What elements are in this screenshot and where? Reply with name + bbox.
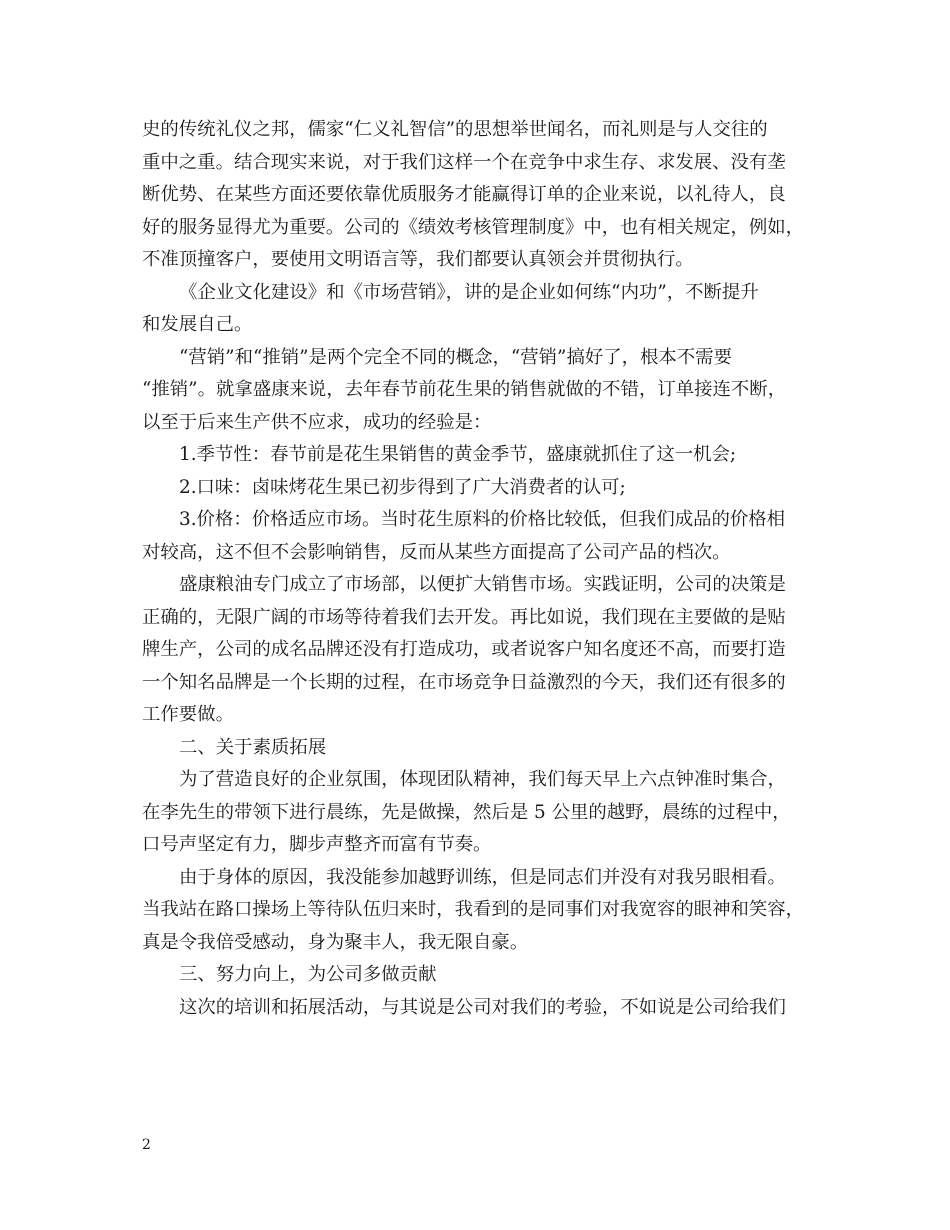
text-line: 一个知名品牌是一个长期的过程，在市场竞争日益激烈的今天，我们还有很多的 <box>142 671 786 693</box>
text-line: 工作要做。 <box>142 704 234 725</box>
text-line: 口号声坚定有力，脚步声整齐而富有节奏。 <box>142 834 492 855</box>
text-line: 以至于后来生产供不应求，成功的经验是： <box>142 411 492 433</box>
text-line: “营销”和“推销”是两个完全不同的概念，“营销”搞好了，根本不需要 <box>179 346 732 368</box>
text-line: 对较高，这不但不会影响销售，反而从某些方面提高了公司产品的档次。 <box>142 541 731 563</box>
text-line: 盛康粮油专门成立了市场部，以便扩大销售市场。实践证明，公司的决策是 <box>179 574 786 595</box>
text-line: 正确的，无限广阔的市场等待着我们去开发。再比如说，我们现在主要做的是贴 <box>142 606 786 628</box>
text-line: 这次的培训和拓展活动，与其说是公司对我们的考验，不如说是公司给我们 <box>179 996 786 1018</box>
text-line: 由于身体的原因，我没能参加越野训练，但是同志们并没有对我另眼相看。 <box>179 866 786 888</box>
text-line: 重中之重。结合现实来说，对于我们这样一个在竞争中求生存、求发展、没有垄 <box>142 151 786 173</box>
text-line: 《企业文化建设》和《市场营销》，讲的是企业如何练“内功”，不断提升 <box>179 281 759 303</box>
text-line: 断优势、在某些方面还要依靠优质服务才能赢得订单的企业来说，以礼待人，良 <box>142 184 786 205</box>
text-line: 不准顶撞客户，要使用文明语言等，我们都要认真领会并贯彻执行。 <box>142 249 694 270</box>
text-line: 当我站在路口操场上等待队伍归来时，我看到的是同事们对我宽容的眼神和笑容， <box>142 899 805 920</box>
text-line: 2.口味：卤味烤花生果已初步得到了广大消费者的认可; <box>179 476 626 498</box>
text-line: 二、关于素质拓展 <box>179 736 327 758</box>
text-line: 在李先生的带领下进行晨练，先是做操，然后是 5 公里的越野，晨练的过程中， <box>142 801 791 823</box>
text-line: 真是令我倍受感动，身为聚丰人，我无限自豪。 <box>142 931 529 953</box>
text-line: 好的服务显得尤为重要。公司的《绩效考核管理制度》中，也有相关规定，例如， <box>142 216 805 238</box>
body-text <box>142 114 822 1024</box>
text-line: 3.价格：价格适应市场。当时花生原料的价格比较低，但我们成品的价格相 <box>179 509 786 530</box>
text-line: 牌生产，公司的成名品牌还没有打造成功，或者说客户知名度还不高，而要打造 <box>142 639 786 660</box>
text-line: 三、努力向上，为公司多做贡献 <box>179 964 437 985</box>
text-line: 史的传统礼仪之邦，儒家“仁义礼智信”的思想举世闻名，而礼则是与人交往的 <box>142 119 768 140</box>
text-line: 1.季节性：春节前是花生果销售的黄金季节，盛康就抓住了这一机会; <box>179 444 737 465</box>
text-line: 和发展自己。 <box>142 314 253 335</box>
text-line: 为了营造良好的企业氛围，体现团队精神，我们每天早上六点钟准时集合， <box>179 769 786 790</box>
text-line: “推销”。就拿盛康来说，去年春节前花生果的销售就做的不错，订单接连不断， <box>142 379 787 400</box>
page-number: 2 <box>142 1137 151 1153</box>
